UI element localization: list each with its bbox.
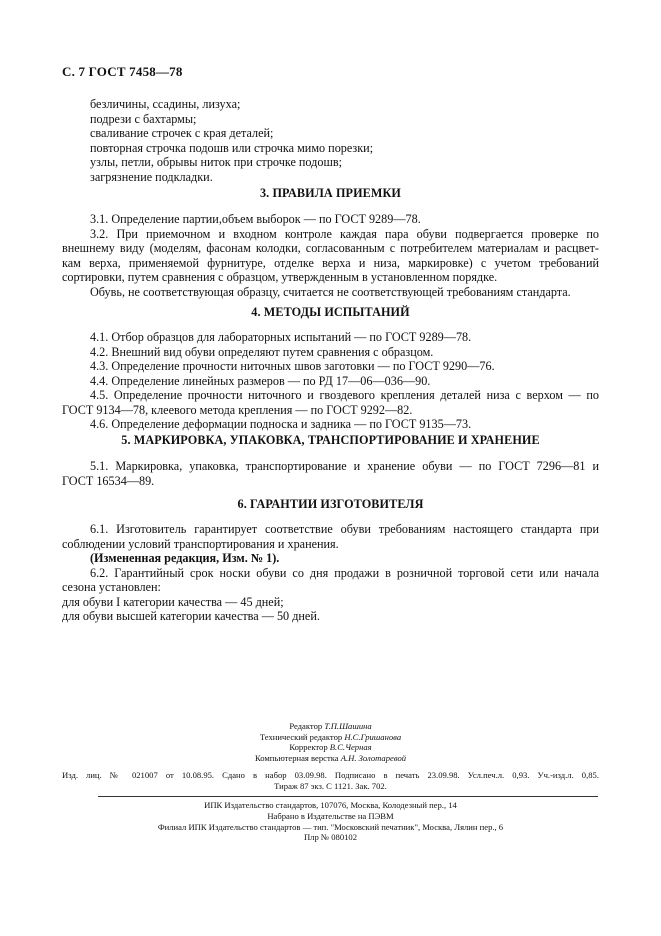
publisher-block — [0, 800, 661, 843]
clause-3-2-line: кам верха, применяемой фурнитуре, отделке верха и низа, маркировке) с учетом требований — [62, 255, 599, 270]
clause-3-1: 3.1. Определение партии,объем выборок — по ГОСТ 9289—78. — [90, 212, 421, 226]
clause-5-1-line: 5.1. Маркировка, упаковка, транспортирование и хранение обуви — по ГОСТ 7296—81 и — [90, 459, 599, 473]
section-6-body — [62, 522, 599, 624]
warranty-item: для обуви высшей категории качества — 50 дней. — [62, 609, 320, 623]
list-item: сваливание строчек с края деталей; — [90, 126, 274, 140]
list-item: узлы, петли, обрывы ниток при строчке подошв; — [90, 155, 342, 169]
section-4-body — [62, 330, 599, 432]
section-5-body — [62, 459, 599, 488]
credit-name: А.Н. Золотаревой — [340, 752, 407, 763]
credit-name: В.С.Черная — [329, 742, 372, 753]
credit-role: Технический редактор — [259, 731, 343, 742]
list-item: повторная строчка подошв или строчка мимо порезки; — [90, 140, 374, 155]
clause-6-2-line: сезона установлен: — [62, 580, 161, 594]
amendment-note: (Измененная редакция, Изм. № 1). — [90, 551, 280, 565]
section-5-title: 5. МАРКИРОВКА, УПАКОВКА, ТРАНСПОРТИРОВАНИЕ И ХРАНЕНИЕ — [121, 433, 540, 447]
publisher-line: ИПК Издательство стандартов, 107076, Москва, Колодезный пер., 14 — [204, 800, 457, 810]
imprint-line: Тираж 87 экз. С 1121. Зак. 702. — [274, 780, 387, 791]
section-4-title: 4. МЕТОДЫ ИСПЫТАНИЙ — [251, 305, 410, 319]
credit-line — [0, 721, 661, 732]
clause-6-1-line: соблюдении условий транспортирования и хранения. — [62, 536, 339, 551]
credit-name: Н.С.Гришанова — [344, 731, 402, 742]
list-item: подрези с бахтармы; — [90, 111, 197, 126]
clause-4-2: 4.2. Внешний вид обуви определяют путем сравнения с образцом. — [90, 344, 434, 359]
list-item: загрязнение подкладки. — [90, 169, 213, 184]
credit-role: Редактор — [289, 721, 323, 731]
credit-line — [0, 732, 661, 743]
credits-block — [0, 721, 661, 763]
clause-4-3: 4.3. Определение прочности ниточных швов заготовки — по ГОСТ 9290—76. — [90, 359, 495, 373]
credit-role: Корректор — [289, 742, 328, 753]
clause-3-2-line: внешнему виду (моделям, фасонам колодки, согласованным с потребителем материалам и расцвет- — [62, 241, 599, 255]
credit-line — [0, 742, 661, 753]
clause-6-1-line: 6.1. Изготовитель гарантирует соответствие обуви требованиям настоящего стандарта при — [90, 522, 599, 536]
clause-5-1-line: ГОСТ 16534—89. — [62, 473, 155, 488]
publisher-line: Набрано в Издательстве на ПЭВМ — [267, 810, 394, 821]
section-3-title: 3. ПРАВИЛА ПРИЕМКИ — [259, 186, 402, 200]
credit-name: Т.П.Шашина — [324, 721, 372, 731]
clause-4-4: 4.4. Определение линейных размеров — по РД 17—06—036—90. — [90, 373, 431, 388]
credit-role: Компьютерная верстка — [254, 752, 339, 763]
publisher-line: Филиал ИПК Издательство стандартов — тип. "Московский печатник", Москва, Лялин пер., 6 — [157, 821, 504, 832]
clause-6-2-line: 6.2. Гарантийный срок носки обуви со дня продажи в розничной торговой сети или начала — [90, 565, 599, 580]
warranty-item: для обуви I категории качества — 45 дней; — [62, 594, 284, 609]
publisher-line: Плр № 080102 — [303, 832, 358, 843]
clause-4-5-line: 4.5. Определение прочности ниточного и гвоздевого крепления деталей низа с верхом — по — [90, 388, 599, 402]
page-header: С. 7 ГОСТ 7458—78 — [62, 64, 183, 79]
credit-line — [0, 753, 661, 764]
clause-3-2-line: сортировки, путем сравнения с образцом, утвержденным в установленном порядке. — [62, 270, 498, 284]
section-3-body — [62, 212, 599, 299]
clause-4-1: 4.1. Отбор образцов для лабораторных испытаний — по ГОСТ 9289—78. — [90, 330, 472, 344]
clause-3-2-line: 3.2. При приемочном и входном контроле каждая пара обуви подвергается проверке по — [90, 226, 599, 241]
clause-4-6: 4.6. Определение деформации подноска и задника — по ГОСТ 9135—73. — [90, 417, 472, 431]
defects-list — [90, 97, 373, 184]
imprint-block — [62, 770, 599, 791]
clause-4-5-line: ГОСТ 9134—78, клеевого метода крепления — по ГОСТ 9292—82. — [62, 402, 413, 417]
section-6-title: 6. ГАРАНТИИ ИЗГОТОВИТЕЛЯ — [237, 497, 424, 511]
list-item: безличины, ссадины, лизуха; — [90, 97, 241, 111]
divider — [98, 796, 598, 797]
imprint-line: Изд. лиц. № 021007 от 10.08.95. Сдано в набор 03.09.98. Подписано в печать 23.09.98. Усл.печ.л. 0,93. Уч.-изд.л. 0,85. — [62, 770, 599, 780]
clause-3-3: Обувь, не соответствующая образцу, считается не соответствующей требованиям стандарта. — [90, 284, 571, 299]
